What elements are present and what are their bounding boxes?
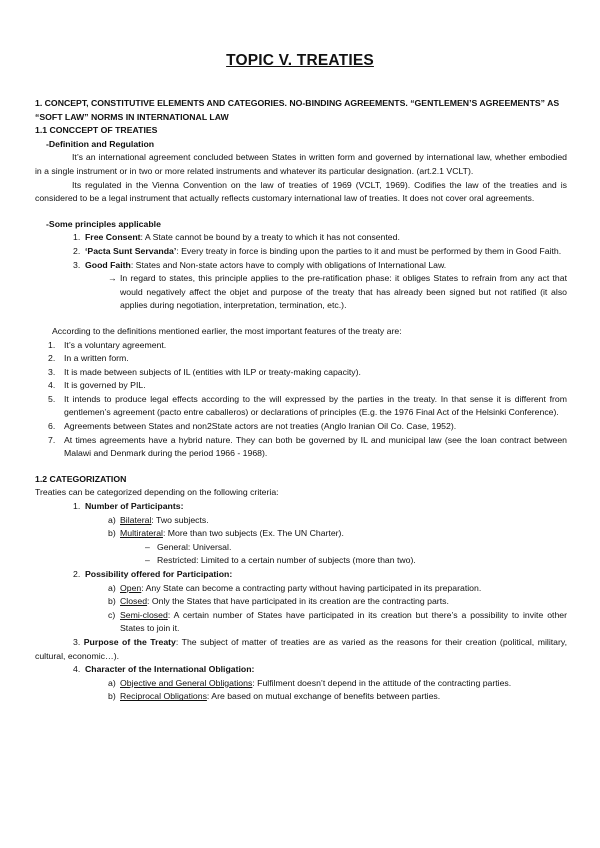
arrow-icon: → [108, 273, 117, 284]
categorization-intro: Treaties can be categorized depending on the following criteria: [35, 487, 279, 498]
document-body [35, 97, 567, 704]
section-1-heading: 1. CONCEPT, CONSTITUTIVE ELEMENTS AND CATEGORIES. NO-BINDING AGREEMENTS. “GENTLEMEN’S AGREEMENTS” AS “SOFT LAW” NORMS IN INTERNATIONAL LAW [35, 98, 560, 122]
feature-item: 4. It is governed by PIL. [48, 380, 146, 391]
category-1b-sub: – Restricted: Limited to a certain number of subjects (more than two). [145, 555, 416, 566]
principle-item: 2. ‘Pacta Sunt Servanda’: Every treaty in force is binding upon the parties to it and must be performed by them in Good Faith. [73, 245, 562, 256]
category-3: 3. Purpose of the Treaty: The subject of matter of treaties are as varied as the reasons for their creation (political, military, cultural, economic…). [35, 636, 567, 661]
definition-paragraph-1: It’s an international agreement concluded between States in written form and governed by international law, whether embodied in a single instrument or in two or more related instruments and whatever its particular designation. (art.2.1 VCLT). [35, 152, 567, 176]
principle-item: 1. Free Consent: A State cannot be bound by a treaty to which it has not consented. [73, 232, 400, 243]
page-title: TOPIC V. TREATIES [226, 52, 374, 69]
category-2: 2. Possibility offered for Participation: [73, 569, 233, 579]
feature-item: 1. It’s a voluntary agreement. [48, 339, 167, 350]
section-1-2-heading: 1.2 CATEGORIZATION [35, 473, 127, 484]
feature-item: 7. At times agreements have a hybrid nature. They can both be governed by IL and municipal law (see the loan contract between Malawi and Denmark during the period 1966 - 1968). [48, 434, 567, 459]
category-4a: a) Objective and General Obligations: Fulfilment doesn’t depend in the attitude of the contracting parties. [108, 677, 512, 688]
category-1a: a) Bilateral: Two subjects. [108, 514, 209, 525]
category-1: 1. Number of Participants: [73, 501, 184, 512]
category-2a: a) Open: Any State can become a contracting party without having participated in its preparation. [108, 582, 482, 593]
principle-item: 3. Good Faith: States and Non-state actors have to comply with obligations of International Law. [73, 259, 447, 270]
category-2c: c) Semi-closed: A certain number of States have participated in its creation but there’s a possibility to invite other States to join it. [108, 609, 567, 634]
feature-item: 3. It is made between subjects of IL (entities with ILP or treaty-making capacity). [48, 366, 361, 377]
category-1b: b) Multirateral: More than two subjects (Ex. The UN Charter). [108, 528, 344, 539]
definition-paragraph-2: Its regulated in the Vienna Convention on the law of treaties of 1969 (VCLT, 1969). Codifies the law of the treaties and is considered to be a legal instrument that actually reflects customary international law of treaties. It does not cover oral agreements. [35, 179, 567, 204]
principles-heading: -Some principles applicable [46, 218, 161, 229]
feature-item: 2. In a written form. [48, 353, 129, 364]
category-2b: b) Closed: Only the States that have participated in its creation are the contracting parts. [108, 596, 449, 607]
category-4b: b) Reciprocal Obligations: Are based on mutual exchange of benefits between parties. [108, 691, 441, 702]
definition-heading: -Definition and Regulation [46, 138, 155, 149]
feature-item: 6. Agreements between States and non2State actors are not treaties (Anglo Iranian Oil Co. Case, 1952). [48, 421, 457, 432]
features-intro: According to the definitions mentioned earlier, the most important features of the treaty are: [52, 325, 402, 336]
good-faith-note: → In regard to states, this principle applies to the pre-ratification phase: it obliges States to refrain from any act that would negatively affect the objet and purpose of the treaty that has already been signed but not ratified (it also applies during negotiation, interpretation, termination, etc.). [35, 272, 567, 313]
section-1-1-heading: 1.1 CONCCEPT OF TREATIES [35, 125, 158, 136]
category-1b-sub: – General: Universal. [145, 541, 232, 552]
category-4: 4. Character of the International Obligation: [73, 664, 255, 675]
feature-item: 5. It intends to produce legal effects according to the will expressed by the parties in the treaty. In that sense it is different from gentlemen’s agreement (pacto entre caballeros) or declarations of principles (E.g. the 1976 Final Act of the Helsinki Conference). [48, 393, 567, 418]
